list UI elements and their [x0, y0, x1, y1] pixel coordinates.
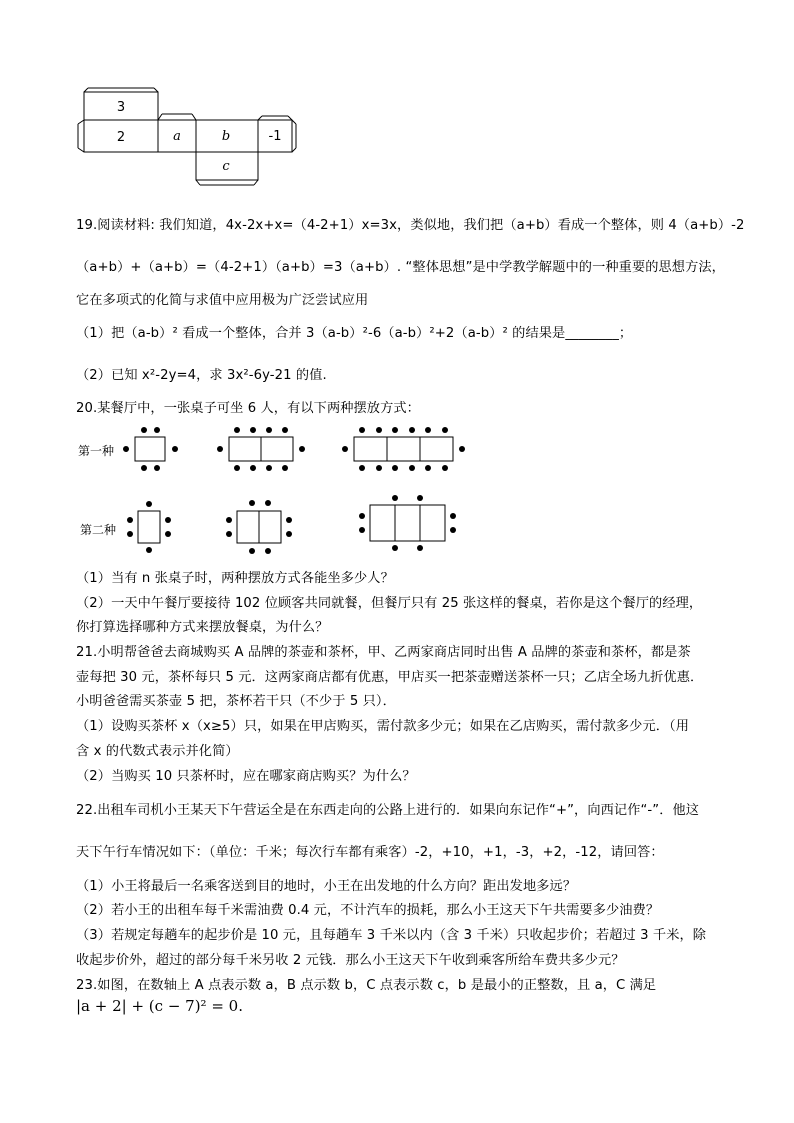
- q19-part1: （1）把（a-b）² 看成一个整体，合并 3（a-b）²-6（a-b）²+2（a-b）² 的结果是________；: [76, 326, 633, 341]
- q21-part1-line2: 含 x 的代数式表示并化简）: [76, 744, 239, 759]
- arrangement-label-1: 第一种: [78, 444, 115, 458]
- net-face-a: a: [173, 129, 181, 144]
- q22-part2: （2）若小王的出租车每千米需油费 0.4 元，不计汽车的损耗，那么小王这天下午共需要多少油费？: [76, 903, 660, 918]
- table-arrangements-figure: [120, 420, 470, 555]
- q22-line2: 天下午行车情况如下：（单位：千米；每次行车都有乘客）-2，+10，+1，-3，+2，-12，请回答：: [76, 845, 664, 860]
- q23-formula: |a + 2| + (c − 7)² = 0.: [76, 997, 243, 1015]
- q21-part1-line1: （1）设购买茶杯 x（x≥5）只，如果在甲店购买，需付款多少元；如果在乙店购买，需付款多少元．（用: [76, 719, 689, 734]
- arrangement-label-2: 第二种: [80, 523, 117, 537]
- q21-line2: 壶每把 30 元，茶杯每只 5 元．这两家商店都有优惠，甲店买一把茶壶赠送茶杯一只；乙店全场九折优惠．: [76, 670, 704, 685]
- q22-part3-line1: （3）若规定每趟车的起步价是 10 元，且每趟车 3 千米以内（含 3 千米）只收起步价；若超过 3 千米，除: [76, 928, 707, 943]
- q19-line2: （a+b）+（a+b）=（4-2+1）（a+b）=3（a+b）. “整体思想”是中学教学解题中的一种重要的思想方法，: [76, 260, 725, 275]
- q20-part1: （1）当有 n 张桌子时，两种摆放方式各能坐多少人？: [76, 571, 394, 586]
- q19-part2: （2）已知 x²-2y=4，求 3x²-6y-21 的值.: [76, 368, 327, 383]
- net-face-b: b: [221, 129, 231, 144]
- cube-net-figure: [74, 86, 304, 190]
- net-face-middle: 2: [116, 130, 126, 145]
- q19-line1: 19.阅读材料: 我们知道，4x-2x+x=（4-2+1）x=3x，类似地，我们把（a+b）看成一个整体，则 4（a+b）-2: [76, 218, 745, 233]
- q20-part2-line2: 你打算选择哪种方式来摆放餐桌，为什么？: [76, 620, 329, 635]
- net-face-bottom: c: [222, 159, 230, 174]
- q21-part2: （2）当购买 10 只茶杯时，应在哪家商店购买？为什么？: [76, 769, 416, 784]
- q22-part3-line2: 收起步价外，超过的部分每千米另收 2 元钱．那么小王这天下午收到乘客所给车费共多少元？: [76, 953, 625, 968]
- q20-line1: 20.某餐厅中，一张桌子可坐 6 人，有以下两种摆放方式：: [76, 401, 420, 416]
- q21-line1: 21.小明帮爸爸去商城购买 A 品牌的茶壶和茶杯，甲、乙两家商店同时出售 A 品牌的茶壶和茶杯，都是茶: [76, 645, 691, 660]
- q22-part1: （1）小王将最后一名乘客送到目的地时，小王在出发地的什么方向？距出发地多远？: [76, 879, 577, 894]
- q22-line1: 22.出租车司机小王某天下午营运全是在东西走向的公路上进行的．如果向东记作“+”，向西记作“-”．他这: [76, 803, 700, 818]
- net-face-right: -1: [268, 129, 282, 144]
- q23-line1: 23.如图，在数轴上 A 点表示数 a，B 点示数 b，C 点表示数 c，b 是最小的正整数，且 a，C 满足: [76, 978, 657, 993]
- net-face-top: 3: [116, 100, 126, 115]
- q20-part2-line1: （2）一天中午餐厅要接待 102 位顾客共同就餐，但餐厅只有 25 张这样的餐桌，若你是这个餐厅的经理，: [76, 596, 703, 611]
- q21-line3: 小明爸爸需买茶壶 5 把，茶杯若干只（不少于 5 只）．: [76, 694, 396, 709]
- q19-line3: 它在多项式的化简与求值中应用极为广泛尝试应用: [76, 293, 369, 308]
